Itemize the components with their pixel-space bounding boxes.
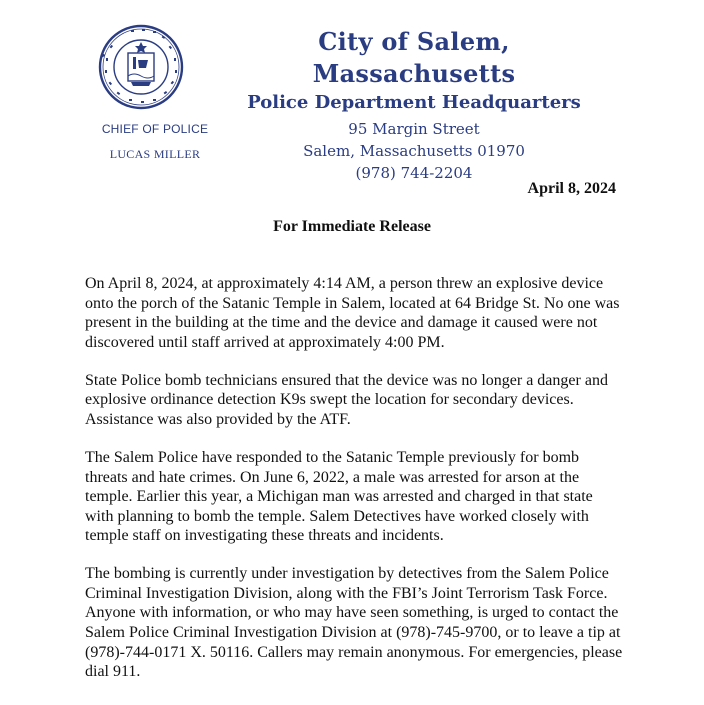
letterhead-street: 95 Margin Street [348,120,480,138]
city-seal-icon [98,24,184,110]
letterhead-department: Police Department Headquarters [247,92,581,113]
chief-name: LUCAS MILLER [109,147,201,161]
paragraph-response: State Police bomb technicians ensured that the device was no longer a danger and explosive ordinance detection K9s swept the location for secondary devices. Assistance was also provided by the ATF. [85,371,608,428]
paragraph-history: The Salem Police have responded to the Satanic Temple previously for bomb threats and hate crimes. On June 6, 2022, a male was arrested for arson at the temple. Earlier this year, a Michigan man was arrested and charged in that state with planning to bomb the temple. Salem Detectives have worked closely with temple staff on investigating these threats and incidents. [85,448,593,545]
release-heading: For Immediate Release [273,218,431,235]
letterhead [220,26,608,184]
letterhead-city: City of Salem, Massachusetts [312,27,516,88]
chief-title: CHIEF OF POLICE [101,122,209,136]
release-date: April 8, 2024 [527,180,616,197]
letterhead-phone: (978) 744-2204 [355,164,473,182]
paragraph-investigation: The bombing is currently under investigation by detectives from the Salem Police Criminal Investigation Division, along with the FBI’s Joint Terrorism Task Force. Anyone with information, or who may have seen something, is urged to contact the Salem Police Criminal Investigation Division at (978)-745-9700, or to leave a tip at (978)-744-0171 X. 50116. Callers may remain anonymous. For emergencies, please dial 911. [85,565,623,681]
release-body [85,274,625,700]
letterhead-city-state: Salem, Massachusetts 01970 [303,142,525,160]
chief-block [90,122,220,162]
paragraph-incident: On April 8, 2024, at approximately 4:14 AM, a person threw an explosive device onto the porch of the Satanic Temple in Salem, located at 64 Bridge St. No one was present in the building at the time and the device and damage it caused were not discovered until staff arrived at approximately 4:00 PM. [85,275,620,351]
